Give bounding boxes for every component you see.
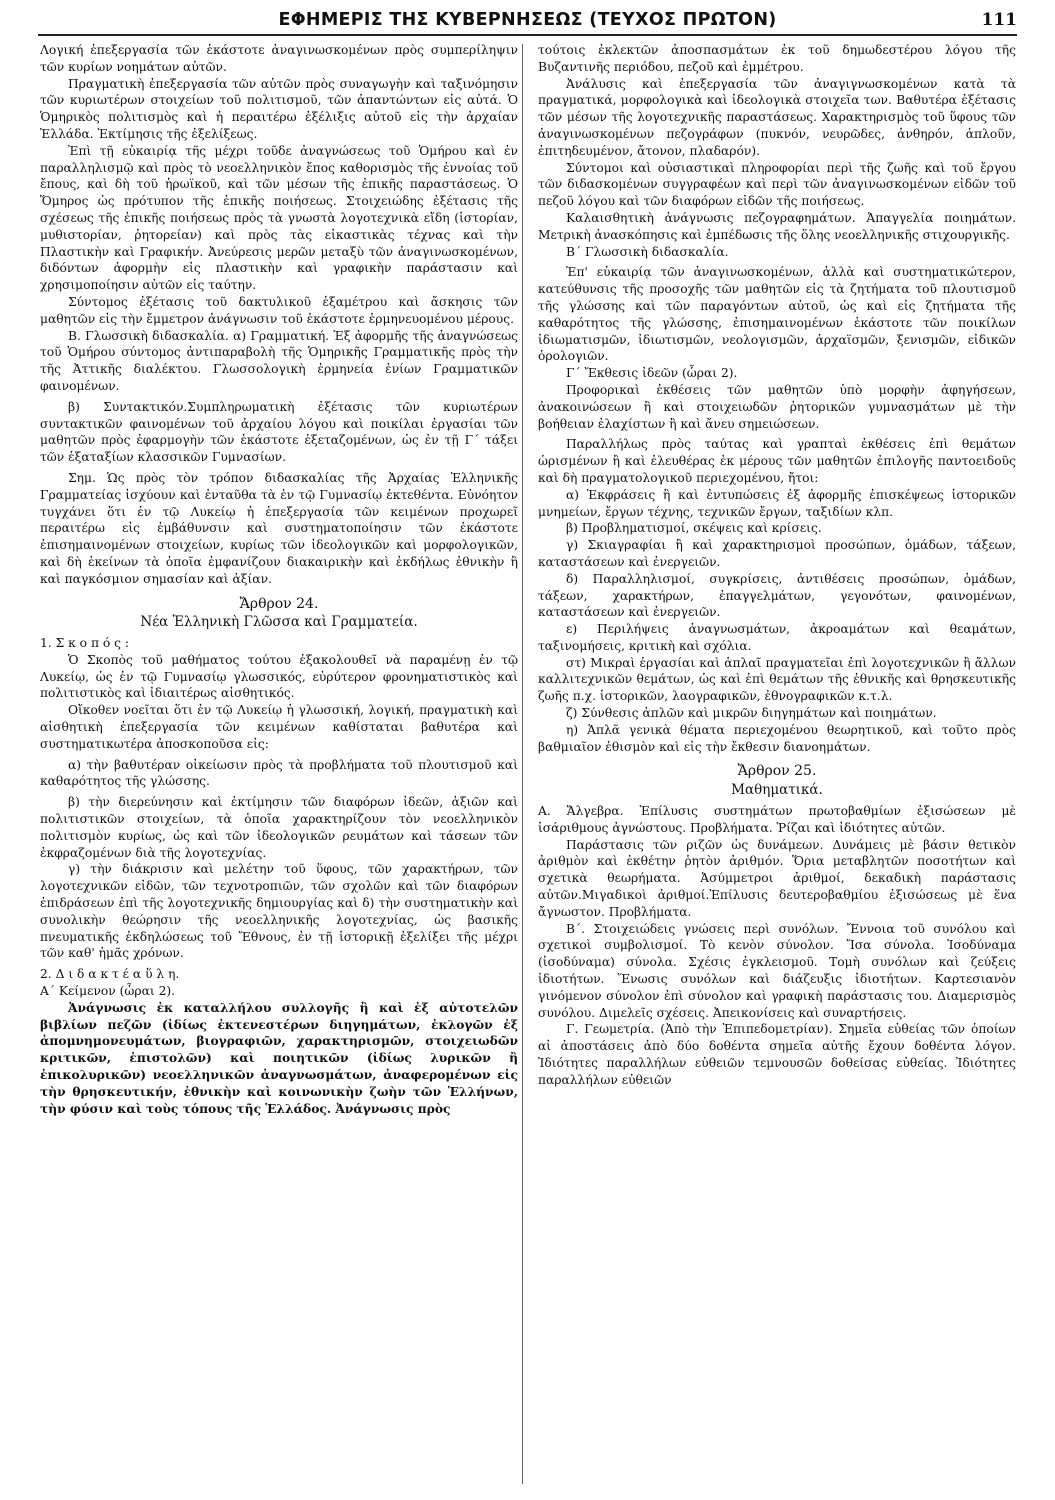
subsection-heading: Β΄ Γλωσσικὴ διδασκαλία.	[566, 244, 729, 259]
paragraph: Καλαισθητικὴ ἀνάγνωσις πεζογραφημάτων. Ἀπαγγελία ποιημάτων. Μετρικὴ ἀνασκόπησις καὶ ἐμπέδωσις τῆς ὅλης νεοελληνικῆς στιχουργικῆς.	[538, 210, 1016, 242]
paragraph: Γ. Γεωμετρία. (Ἀπὸ τὴν Ἐπιπεδομετρίαν). Σημεῖα εὐθείας τῶν ὁποίων αἱ ἀποστάσεις ἀπὸ δύο δοθέντα σημεῖα αὐτῆς ἔχουν δοθέντα λόγον. Ἰδιότητες παραλλήλων εὐθειῶν τεμνουσῶν δοθείσας εὐθείας. Ἰδιότητες παραλλήλων εὐθειῶν	[538, 1022, 1016, 1087]
paragraph: Πραγματικὴ ἐπεξεργασία τῶν αὐτῶν πρὸς συναγωγὴν καὶ ταξινόμησιν τῶν κυριωτέρων στοιχείων τοῦ πολιτισμοῦ, τῶν ἀπαντώντων εἰς αὐτά. Ὁ Ὁμηρικὸς πολιτισμὸς καὶ ἡ περαιτέρω ἐξέλιξις αὐτοῦ εἰς τὴν ἀρχαίαν Ἑλλάδα. Ἐκτίμησις τῆς ἐξελίξεως.	[40, 76, 518, 141]
list-item: γ) τὴν διάκρισιν καὶ μελέτην τοῦ ὕφους, τῶν χαρακτήρων, τῶν λογοτεχνικῶν εἰδῶν, τῶν τεχνοτροπιῶν, τῶν σχολῶν καὶ τῶν διαφόρων ἐπιδράσεων ἐπὶ τῆς λογοτεχνικῆς δημιουργίας καὶ δ) τὴν συστηματικὴν καὶ συνολικὴν θεώρησιν τῆς νεοελληνικῆς λογοτεχνίας, ὡς βασικῆς πνευματικῆς ἐκδηλώσεως τοῦ Ἔθνους, ἐν τῇ ἱστορικῇ ἐξελίξει τῆς μέχρι τῶν καθ' ἡμᾶς χρόνων.	[40, 862, 518, 961]
list-item: β) τὴν διερεύνησιν καὶ ἐκτίμησιν τῶν διαφόρων ἰδεῶν, ἀξιῶν καὶ πολιτιστικῶν στοιχείων, τὰ ὁποῖα χαρακτηρίζουν τὸν νεοελληνικὸν πολιτισμὸν κυρίως, ὡς καὶ τῶν ἰδεολογικῶν ρευμάτων καὶ τάσεων τῶν ἐκφραζομένων διὰ τῆς λογοτεχνίας.	[40, 795, 518, 860]
list-item: ε) Περιλήψεις ἀναγνωσμάτων, ἀκροαμάτων καὶ θεαμάτων, ταξινομήσεις, κριτικὴ καὶ σχόλια.	[538, 622, 1016, 653]
subsection-heading: Γ΄ Ἔκθεσις ἰδεῶν (ὧραι 2).	[566, 366, 738, 381]
list-item: ζ) Σύνθεσις ἁπλῶν καὶ μικρῶν διηγημάτων καὶ ποιημάτων.	[566, 706, 937, 721]
paragraph: Παραλλήλως πρὸς ταύτας καὶ γραπταὶ ἐκθέσεις ἐπὶ θεμάτων ὡρισμένων ἢ καὶ ἐλευθέρας ἐκ μέρους τῶν μαθητῶν ἐπιλογῆς παντοειδοῦς καὶ δὴ πραγματολογικοῦ περιεχομένου, ἤτοι:	[538, 437, 1016, 485]
paragraph: Ὁ Σκοπὸς τοῦ μαθήματος τούτου ἐξακολουθεῖ νὰ παραμένῃ ἐν τῷ Λυκείῳ, ὡς ἐν τῷ Γυμνασίῳ γλωσσικός, εὐρύτερον φρονηματιστικὸς καὶ πολιτιστικὸς καὶ ἰδιαιτέρως αἰσθητικός.	[40, 652, 518, 701]
article-subheading: Νέα Ἑλληνικὴ Γλῶσσα καὶ Γραμματεία.	[140, 614, 418, 631]
paragraph: Β΄. Στοιχειώδεις γνώσεις περὶ συνόλων. Ἔννοια τοῦ συνόλου καὶ σχετικοὶ συμβολισμοί. Τὸ κενὸν σύνολον. Ἴσα σύνολα. Ἰσοδύναμα (ἰσοδύναμα) σύνολα. Σχέσις ἐγκλεισμοῦ. Τομὴ συνόλων καὶ ζεύξεις ἰδιοτήτων. Ἕνωσις συνόλων καὶ διάζευξις ἰδιοτήτων. Καρτεσιανὸν γινόμενον σύνολον ἐπὶ σύνολον καὶ γραφικὴ παράστασις του. Διαμερισμὸς συνόλου. Διμελεῖς σχέσεις. Ἀπεικονίσεις καὶ συναρτήσεις.	[538, 921, 1016, 1020]
paragraph: Ἀνάλυσις καὶ ἐπεξεργασία τῶν ἀναγιγνωσκομένων κατὰ τὰ πραγματικά, μορφολογικὰ καὶ ἰδεολογικὰ στοιχεῖα των. Βαθυτέρα ἐξέτασις τῶν μέσων τῆς λογοτεχνικῆς παραστάσεως. Χαρακτηρισμὸς τοῦ ὕφους τῶν ἀναγινωσκομένων πεζογράφων (πυκνόν, νευρῶδες, ἀνθηρόν, ἁπλοῦν, ἐπιτηδευμένον, ἄτονον, πλαδαρόν).	[538, 76, 1016, 158]
list-item: α) Ἐκφράσεις ἢ καὶ ἐντυπώσεις ἐξ ἀφορμῆς ἐπισκέψεως ἱστορικῶν μνημείων, ἔργων τέχνης, τεχνικῶν ἔργων, ταξιδίων κλπ.	[538, 487, 1016, 519]
left-column	[40, 42, 518, 1117]
list-item: γ) Σκιαγραφίαι ἢ καὶ χαρακτηρισμοὶ προσώπων, ὁμάδων, τάξεων, καταστάσεων καὶ ἐνεργειῶν.	[538, 538, 1016, 569]
paragraph: Σύντομος ἐξέτασις τοῦ δακτυλικοῦ ἑξαμέτρου καὶ ἄσκησις τῶν μαθητῶν εἰς τὴν ἔμμετρον ἀνάγνωσιν τοῦ ἑκάστοτε ἑρμηνευομένου μέρους.	[40, 294, 518, 326]
paragraph: Λογική ἐπεξεργασία τῶν ἑκάστοτε ἀναγινωσκομένων πρὸς συμπερίληψιν τῶν κυρίων νοημάτων αὐτῶν.	[40, 43, 518, 74]
paragraph: Ἐπ' εὐκαιρίᾳ τῶν ἀναγινωσκομένων, ἀλλὰ καὶ συστηματικώτερον, κατεύθυνσις τῆς προσοχῆς τῶν μαθητῶν εἰς τὰ ζητήματα τοῦ πλουτισμοῦ τῆς γλώσσης καὶ τῶν παραγόντων αὐτοῦ, ὡς καὶ εἰς ζητήματα τῆς καθαρότητος τῆς γλώσσης, ἐπισημαινομένων ἑκάστοτε τῶν ποικίλων ἰδιωματισμῶν, ἰδιωτισμῶν, νεολογισμῶν, ἀρχαϊσμῶν, ξενισμῶν, εἰδικῶν ὁρολογιῶν.	[538, 265, 1016, 364]
paragraph: Σημ. Ὡς πρὸς τὸν τρόπον διδασκαλίας τῆς Ἀρχαίας Ἑλληνικῆς Γραμματείας ἰσχύουν καὶ ἐνταῦθα τὰ ἐν τῷ Γυμνασίῳ ἐκτεθέντα. Εὐνόητον τυγχάνει ὅτι ἐν τῷ Λυκείῳ ἡ ἐπεξεργασία τῶν κειμένων προχωρεῖ περαιτέρω εἰς ἐμβάθυνσιν καὶ συστηματοποίησιν τῶν ἑκάστοτε ἐπισημαινομένων στοιχείων, κυρίως τῶν ἰδεολογικῶν καὶ μορφολογικῶν, καὶ δὴ ἐκείνων τὰ ὁποῖα ἐμφανίζουν διακαιρικὴν καὶ ἐκδήλως ἐθνικὴν ἢ καὶ παγκόσμιον σημασίαν καὶ ἀξίαν.	[40, 470, 518, 586]
column-divider	[522, 44, 523, 1484]
paragraph: Οἴκοθεν νοεῖται ὅτι ἐν τῷ Λυκείῳ ἡ γλωσσική, λογική, πραγματικὴ καὶ αἰσθητικὴ ἐπεξεργασία τῶν κειμένων καθίσταται βαθυτέρα καὶ συστηματικωτέρα ἀποσκοποῦσα εἰς:	[40, 703, 518, 751]
paragraph: Β. Γλωσσικὴ διδασκαλία. α) Γραμματική. Ἐξ ἀφορμῆς τῆς ἀναγνώσεως τοῦ Ὁμήρου σύντομος ἀντιπαραβολὴ τῆς Ὁμηρικῆς Γραμματικῆς πρὸς τὴν τῆς Ἀττικῆς διαλέκτου. Γλωσσολογικὴ ἑρμηνεία ἐνίων Γραμματικῶν φαινομένων.	[40, 328, 518, 393]
paragraph: Προφορικαὶ ἐκθέσεις τῶν μαθητῶν ὑπὸ μορφὴν ἀφηγήσεων, ἀνακοινώσεων ἢ καὶ στοιχειωδῶν ῥητορικῶν γυμνασμάτων μὲ τὴν βοήθειαν ἐλαχίστων ἢ καὶ ἄνευ σημειώσεων.	[538, 382, 1016, 431]
section-heading: 1. Σ κ ο π ό ς :	[40, 636, 130, 651]
article-heading: Ἄρθρον 24.	[239, 595, 319, 612]
paragraph: Ἐπὶ τῇ εὐκαιρίᾳ τῆς μέχρι τοῦδε ἀναγνώσεως τοῦ Ὁμήρου καὶ ἐν παραλληλισμῷ καὶ πρὸς τὸ νεοελληνικὸν ἔπος καθορισμὸς τῆς ἐννοίας τοῦ ἔπους, καὶ δὴ τοῦ ἡρωϊκοῦ, καὶ τῶν μέσων τῆς ἐπικῆς παραστάσεως. Ὁ Ὅμηρος ὡς πρότυπον τῆς ἐπικῆς ποιήσεως. Στοιχειώδης ἐξέτασις τῆς σχέσεως τῆς ἐπικῆς ποιήσεως πρὸς τὰ γνωστὰ λογοτεχνικὰ εἴδη (ἱστορίαν, μυθιστορίαν, ῥητορείαν) καὶ πρὸς τὰς εἰκαστικὰς τέχνας καὶ τὴν Πλαστικὴν καὶ Γραφικήν. Ἀνεύρεσις μερῶν μεταξὺ τῶν ἀναγινωσκομένων, διδόντων ἀφορμὴν εἰς πλαστικὴν καὶ γραφικὴν παράστασιν καὶ χρησιμοποίησιν αὐτῶν εἰς ταύτην.	[40, 143, 518, 293]
paragraph: Σύντομοι καὶ οὐσιαστικαὶ πληροφορίαι περὶ τῆς ζωῆς καὶ τοῦ ἔργου τῶν διδασκομένων συγγραφέων καὶ περὶ τῶν ἀναγινωσκομένων εἰδῶν τοῦ πεζοῦ λόγου καὶ τῶν διαφόρων εἰδῶν τῆς ποιήσεως.	[538, 160, 1016, 209]
article-heading: Ἄρθρον 25.	[737, 763, 817, 780]
paragraph: Παράστασις τῶν ριζῶν ὡς δυνάμεων. Δυνάμεις μὲ βάσιν θετικὸν ἀριθμὸν καὶ ἐκθέτην ῥητὸν ἀριθμόν. Ὅρια μεταβλητῶν ποσοτήτων καὶ σχετικὰ θεωρήματα. Ἀσύμμετροι ἀριθμοί, δεκαδικὴ παράστασις αὐτῶν.Μιγαδικοὶ ἀριθμοί.Ἐπίλυσις δευτεροβαθμίου ἐξισώσεως μὲ ἕνα ἄγνωστον. Προβλήματα.	[538, 837, 1016, 919]
page-number: 111	[981, 10, 1017, 30]
right-column	[538, 42, 1016, 1089]
paragraph: τούτοις ἐκλεκτῶν ἀποσπασμάτων ἐκ τοῦ δημωδεστέρου λόγου τῆς Βυζαντινῆς περιόδου, πεζοῦ καὶ ἐμμέτρου.	[538, 43, 1016, 74]
section-heading: 2. Δ ι δ α κ τ έ α ὕ λ η.	[40, 967, 180, 982]
subsection-heading: Α΄ Κείμενον (ὧραι 2).	[40, 984, 176, 999]
list-item: στ) Μικραὶ ἐργασίαι καὶ ἁπλαῖ πραγματεῖαι ἐπὶ λογοτεχνικῶν ἢ ἄλλων καλλιτεχνικῶν θεμάτων, ὡς καὶ ἐπὶ θεμάτων τῆς ἐθνικῆς καὶ θρησκευτικῆς ζωῆς π.χ. ἱστορικῶν, λαογραφικῶν, ἐθνογραφικῶν κ.τ.λ.	[538, 655, 1016, 704]
paragraph: Α. Ἄλγεβρα. Ἐπίλυσις συστημάτων πρωτοβαθμίων ἐξισώσεων μὲ ἰσάριθμους ἀγνώστους. Προβλήματα. Ῥίζαι καὶ ἰδιότητες αὐτῶν.	[538, 804, 1016, 835]
gazette-title: ΕΦΗΜΕΡΙΣ ΤΗΣ ΚΥΒΕΡΝΗΣΕΩΣ (ΤΕΥΧΟΣ ΠΡΩΤΟΝ)	[278, 10, 777, 30]
paragraph: β) Συντακτικόν.Συμπληρωματικὴ ἐξέτασις τῶν κυριωτέρων συντακτικῶν φαινομένων τοῦ ἀρχαίου λόγου καὶ ποικίλαι ἐργασίαι τῶν μαθητῶν πρὸς ἐφαρμογὴν τῶν ἑκάστοτε ἐξεταζομένων, ὡς ἐν τῇ Γ΄ τάξει τῶν ἑξαταξίων κλασσικῶν Γυμνασίων.	[40, 399, 518, 465]
page-header	[38, 8, 1017, 36]
paragraph: Ἀνάγνωσις ἐκ καταλλήλου συλλογῆς ἢ καὶ ἐξ αὐτοτελῶν βιβλίων πεζῶν (ἰδίως ἐκτενεστέρων διηγημάτων, ἐκλογῶν ἐξ ἀπομνημονευμάτων, βιογραφιῶν, χαρακτηρισμῶν, στοιχειωδῶν κριτικῶν, ἐπιστολῶν) καὶ ποιητικῶν (ἰδίως λυρικῶν ἢ ἐπικολυρικῶν) νεοελληνικῶν ἀναγνωσμάτων, ἀναφερομένων εἰς τὴν θρησκευτικήν, ἐθνικὴν καὶ κοινωνικὴν ζωὴν τῶν Ἑλλήνων, τὴν φύσιν καὶ τοὺς τόπους τῆς Ἑλλάδος. Ἀνάγνωσις πρὸς	[40, 999, 518, 1116]
article-subheading: Μαθηματικά.	[731, 782, 823, 799]
list-item: α) τὴν βαθυτέραν οἰκείωσιν πρὸς τὰ προβλήματα τοῦ πλουτισμοῦ καὶ καθαρότητος τῆς γλώσσης.	[40, 757, 518, 789]
list-item: β) Προβληματισμοί, σκέψεις καὶ κρίσεις.	[566, 521, 822, 536]
list-item: η) Ἁπλᾶ γενικὰ θέματα περιεχομένου θεωρητικοῦ, καὶ τοῦτο πρὸς βαθμιαῖον ἐθισμὸν καὶ εἰς τὴν ἔκθεσιν διανοημάτων.	[538, 722, 1016, 754]
list-item: δ) Παραλληλισμοί, συγκρίσεις, ἀντιθέσεις προσώπων, ὁμάδων, τάξεων, χαρακτήρων, ἐπαγγελμάτων, γεγονότων, φαινομένων, καταστάσεων καὶ ἐνεργειῶν.	[538, 571, 1016, 620]
